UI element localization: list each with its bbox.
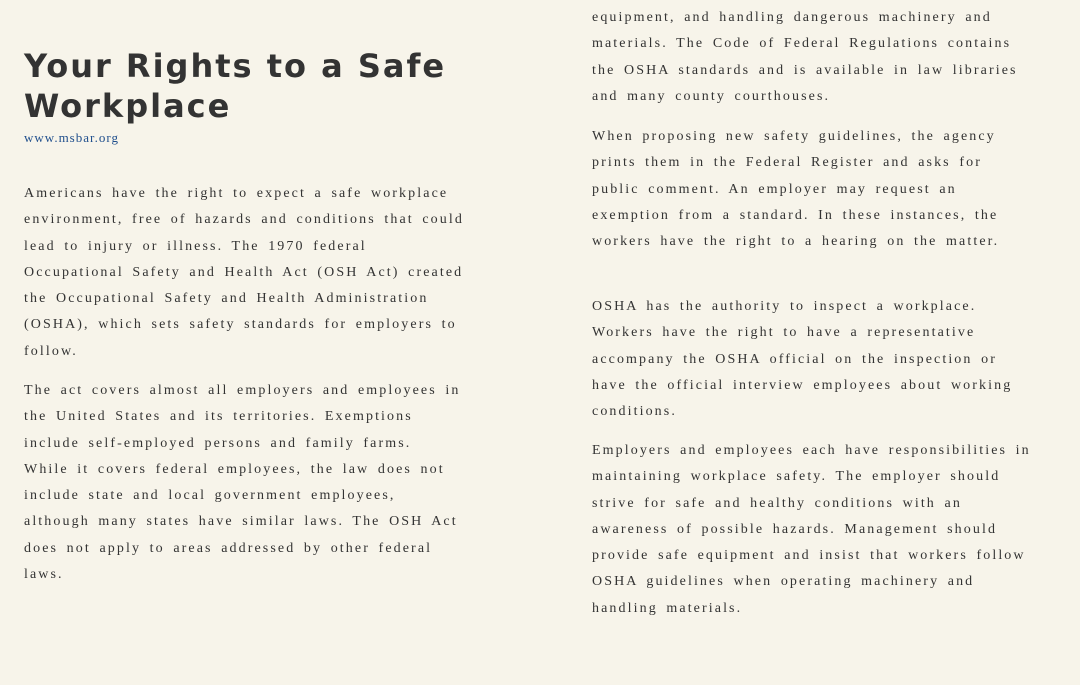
body-paragraph: Americans have the right to expect a safe workplace environment, free of hazards and conditions that could lead to injury or illness. The 1970 federal Occupational Safety and Health Act (OSH Act) created the Occupational Safety and Health Administration (OSHA), which sets safety standards for employers to follow. xyxy=(24,186,464,359)
body-paragraph: equipment, and handling dangerous machinery and materials. The Code of Federal Regulations contains the OSHA standards and is available in law libraries and many county courthouses. xyxy=(592,10,1018,104)
left-column xyxy=(24,0,464,583)
body-paragraph: The act covers almost all employers and employees in the United States and its territories. Exemptions include self-employed persons and family farms. While it covers federal employees, the law does not include state and local government employees, although many states have similar laws. The OSH Act does not apply to areas addressed by other federal laws. xyxy=(24,383,461,583)
body-paragraph: OSHA has the authority to inspect a workplace. Workers have the right to have a representative accompany the OSHA official on the inspection or have the official interview employees about working conditions. xyxy=(592,299,1013,420)
body-paragraph: When proposing new safety guidelines, the agency prints them in the Federal Register and asks for public comment. An employer may request an exemption from a standard. In these instances, the workers have the right to a hearing on the matter. xyxy=(592,129,1000,250)
page-title: Your Rights to a Safe Workplace xyxy=(24,47,447,125)
site-link[interactable]: www.msbar.org xyxy=(24,130,119,145)
body-paragraph: Employers and employees each have responsibilities in maintaining workplace safety. The employer should strive for safe and healthy conditions with an awareness of possible hazards. Management should provide safe equipment and insist that workers follow OSHA guidelines when operating machinery and handling materials. xyxy=(592,443,1031,616)
